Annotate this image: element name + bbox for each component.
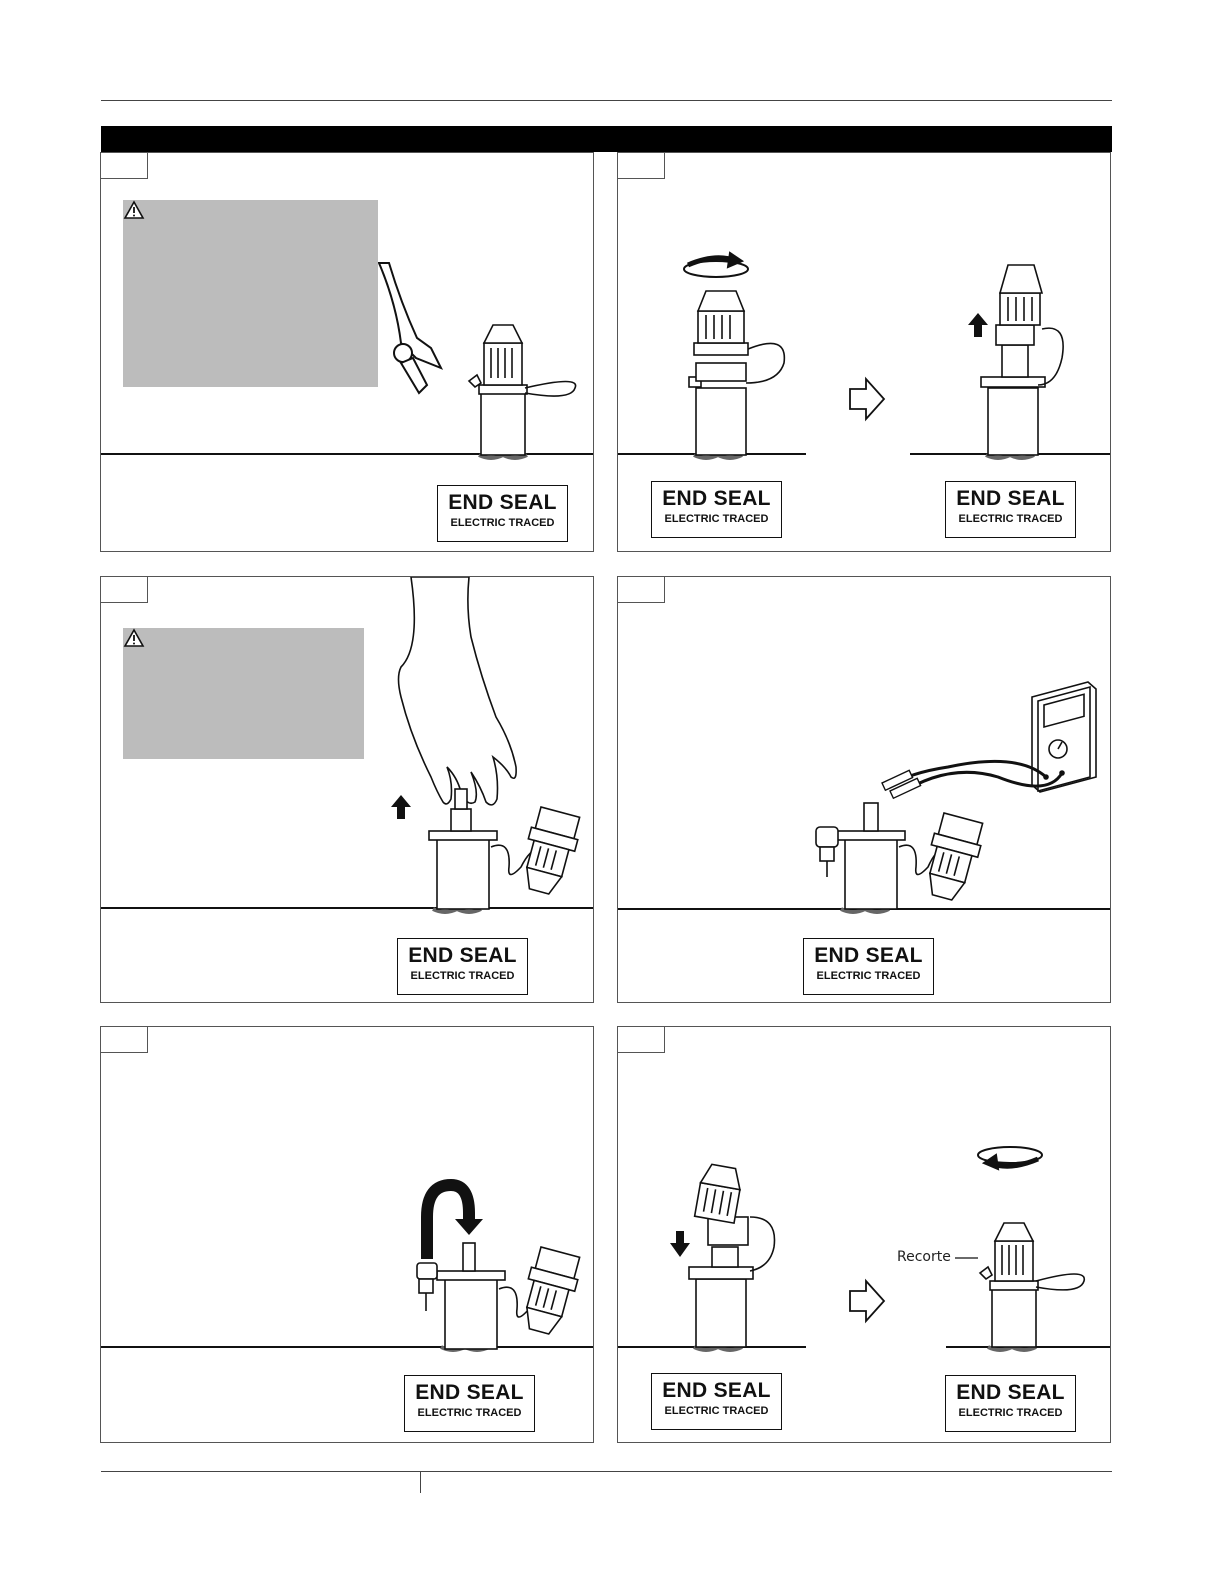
- step-panel-3: [100, 576, 594, 1003]
- multimeter-icon: [1032, 682, 1096, 792]
- rotate-arrow-icon: [684, 253, 748, 277]
- end-seal-title: END SEAL: [448, 491, 557, 514]
- end-seal-label-left: [651, 481, 782, 538]
- end-seal-device: [469, 325, 576, 458]
- warning-triangle-icon: [123, 628, 145, 648]
- end-seal-device: [429, 789, 584, 912]
- footer-divider-tick: [420, 1471, 421, 1493]
- step-panel-2: [617, 152, 1111, 552]
- end-seal-title: END SEAL: [408, 944, 517, 967]
- end-seal-device-left: [689, 1163, 775, 1350]
- step-panel-5: [100, 1026, 594, 1443]
- warning-box: [123, 628, 364, 759]
- end-seal-subtitle: ELECTRIC TRACED: [958, 1407, 1063, 1419]
- end-seal-subtitle: ELECTRIC TRACED: [816, 970, 921, 982]
- end-seal-title: END SEAL: [662, 487, 771, 510]
- end-seal-device: [816, 803, 987, 912]
- end-seal-subtitle: ELECTRIC TRACED: [450, 517, 555, 529]
- end-seal-subtitle: ELECTRIC TRACED: [410, 970, 515, 982]
- header-bar: [101, 126, 1112, 152]
- end-seal-title: END SEAL: [415, 1381, 524, 1404]
- next-arrow-icon: [850, 1281, 884, 1321]
- end-seal-device: [417, 1243, 584, 1350]
- next-arrow-icon: [850, 379, 884, 419]
- end-seal-label: [437, 485, 568, 542]
- step-panel-4: [617, 576, 1111, 1003]
- step-panel-6: [617, 1026, 1111, 1443]
- end-seal-subtitle: ELECTRIC TRACED: [664, 1405, 769, 1417]
- top-rule: [101, 100, 1112, 101]
- end-seal-device-right: [981, 265, 1063, 458]
- end-seal-subtitle: ELECTRIC TRACED: [417, 1407, 522, 1419]
- warning-box: [123, 200, 378, 387]
- recorte-callout: Recorte: [897, 1249, 951, 1265]
- up-arrow-icon: [391, 795, 411, 819]
- end-seal-label: [397, 938, 528, 995]
- end-seal-device-right: [980, 1223, 1084, 1350]
- cutter-pliers-icon: [379, 263, 441, 393]
- end-seal-title: END SEAL: [956, 487, 1065, 510]
- end-seal-label-right: [945, 1375, 1076, 1432]
- end-seal-title: END SEAL: [814, 944, 923, 967]
- end-seal-label: [803, 938, 934, 995]
- warning-triangle-icon: [123, 200, 145, 220]
- end-seal-subtitle: ELECTRIC TRACED: [664, 513, 769, 525]
- bottom-rule: [101, 1471, 1112, 1472]
- up-arrow-icon: [968, 313, 988, 337]
- end-seal-device-left: [689, 291, 784, 458]
- rotate-arrow-icon: [978, 1147, 1042, 1169]
- end-seal-title: END SEAL: [956, 1381, 1065, 1404]
- end-seal-label-right: [945, 481, 1076, 538]
- hand-icon: [399, 577, 517, 805]
- end-seal-subtitle: ELECTRIC TRACED: [958, 513, 1063, 525]
- down-arrow-icon: [670, 1231, 690, 1257]
- end-seal-title: END SEAL: [662, 1379, 771, 1402]
- end-seal-label: [404, 1375, 535, 1432]
- step-panel-1: [100, 152, 594, 552]
- end-seal-label-left: [651, 1373, 782, 1430]
